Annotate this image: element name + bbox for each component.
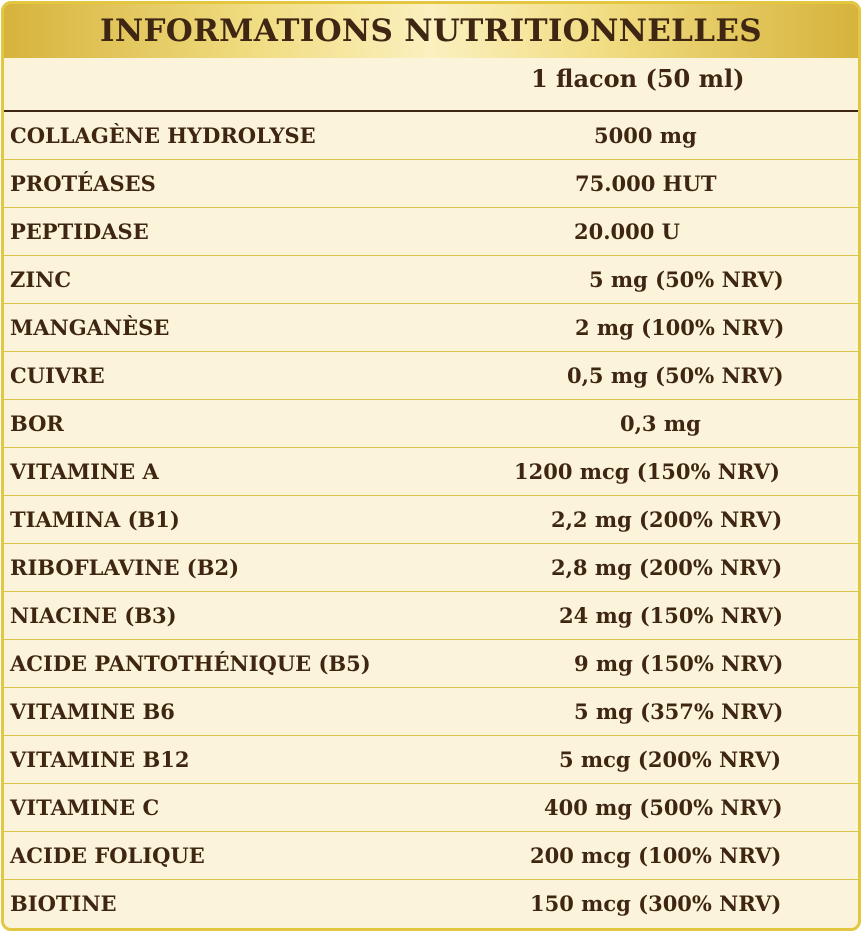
table-row: [4, 160, 858, 208]
nutrient-name: PROTÉASES: [10, 171, 156, 196]
table-row: [4, 304, 858, 352]
table-row: [4, 736, 858, 784]
nutrient-amount: 400 mg (500% NRV): [544, 795, 783, 820]
nutrient-name: ACIDE PANTOTHÉNIQUE (B5): [10, 651, 371, 676]
nutrient-name: VITAMINE A: [10, 459, 159, 484]
nutrient-rows: [4, 112, 858, 927]
nutrient-name: CUIVRE: [10, 363, 105, 388]
nutrient-name: MANGANÈSE: [10, 315, 170, 340]
nutrient-name: VITAMINE C: [10, 795, 160, 820]
nutrient-name: ZINC: [10, 267, 72, 292]
nutrient-name: TIAMINA (B1): [10, 507, 180, 532]
nutrient-amount: 24 mg (150% NRV): [559, 603, 783, 628]
nutrient-amount: 2,2 mg (200% NRV): [551, 507, 783, 532]
nutrient-name: VITAMINE B12: [10, 747, 190, 772]
nutrient-amount: 2,8 mg (200% NRV): [551, 555, 783, 580]
nutrient-name: BIOTINE: [10, 891, 117, 916]
nutrient-amount: 20.000 U: [574, 219, 680, 244]
table-row: [4, 784, 858, 832]
table-row: [4, 400, 858, 448]
column-header-row: [4, 58, 858, 112]
table-row: [4, 880, 858, 927]
nutrient-amount: 0,5 mg (50% NRV): [567, 363, 784, 388]
nutrient-name: BOR: [10, 411, 64, 436]
nutrient-amount: 1200 mcg (150% NRV): [514, 459, 780, 484]
nutrient-name: ACIDE FOLIQUE: [10, 843, 205, 868]
nutrient-name: PEPTIDASE: [10, 219, 149, 244]
nutrient-name: COLLAGÈNE HYDROLYSE: [10, 123, 316, 148]
table-row: [4, 352, 858, 400]
nutrient-amount: 5 mg (357% NRV): [574, 699, 784, 724]
table-row: [4, 448, 858, 496]
table-row: [4, 208, 858, 256]
column-header: 1 flacon (50 ml): [531, 64, 745, 93]
table-row: [4, 640, 858, 688]
table-row: [4, 544, 858, 592]
table-row: [4, 688, 858, 736]
title-bar: [4, 4, 858, 58]
nutrient-amount: 200 mcg (100% NRV): [530, 843, 782, 868]
table-row: [4, 256, 858, 304]
nutrient-amount: 5000 mg: [594, 123, 697, 148]
nutrition-panel: [1, 1, 861, 931]
nutrient-name: RIBOFLAVINE (B2): [10, 555, 240, 580]
nutrient-amount: 5 mcg (200% NRV): [559, 747, 782, 772]
nutrient-amount: 150 mcg (300% NRV): [530, 891, 782, 916]
nutrient-amount: 2 mg (100% NRV): [575, 315, 785, 340]
nutrient-name: VITAMINE B6: [10, 699, 175, 724]
table-row: [4, 112, 858, 160]
table-row: [4, 496, 858, 544]
nutrient-amount: 75.000 HUT: [575, 171, 717, 196]
nutrient-amount: 5 mg (50% NRV): [589, 267, 784, 292]
panel-title: INFORMATIONS NUTRITIONNELLES: [100, 13, 762, 49]
table-row: [4, 592, 858, 640]
table-row: [4, 832, 858, 880]
nutrient-amount: 0,3 mg: [620, 411, 701, 436]
nutrient-name: NIACINE (B3): [10, 603, 177, 628]
nutrient-amount: 9 mg (150% NRV): [574, 651, 784, 676]
